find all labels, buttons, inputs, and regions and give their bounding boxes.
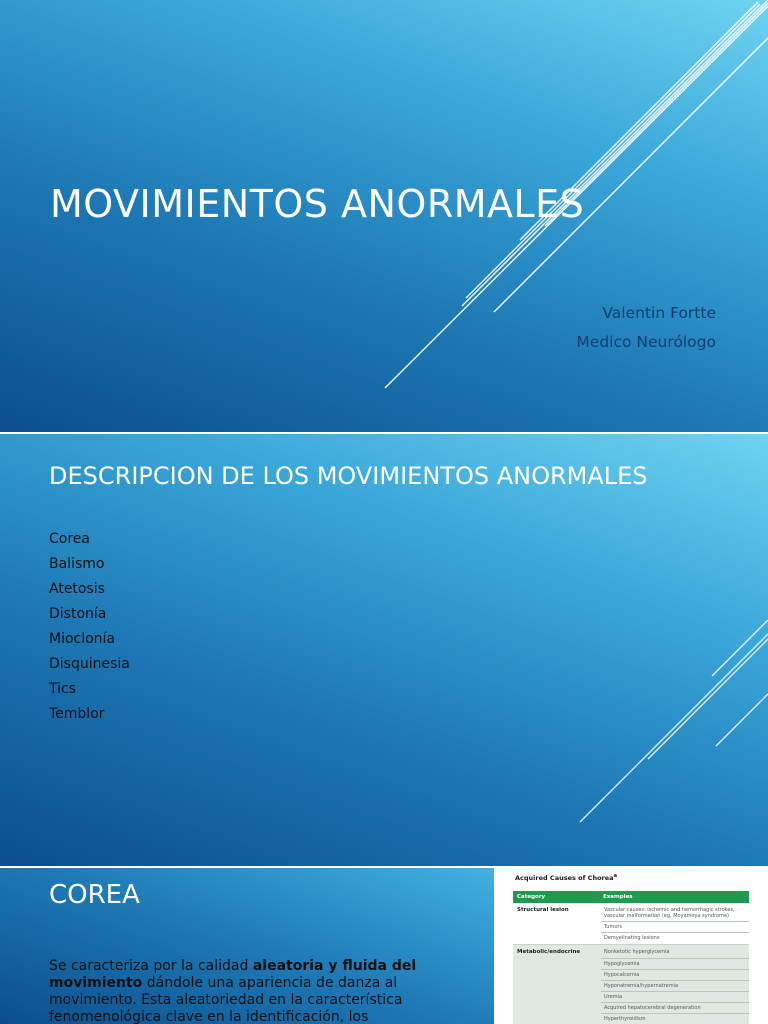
row-example: Hyponatremia/hypernatremia bbox=[604, 983, 679, 989]
row-divider bbox=[601, 1002, 749, 1003]
deco-line bbox=[462, 0, 768, 306]
table-row bbox=[513, 945, 749, 1024]
text-segment: dándole una apariencia de danza al movimiento. Esta aleatoriedad en la característica fenomenológica clave en la identificación, los bbox=[49, 975, 403, 1024]
row-example: Acquired hepatocerebral degeneration bbox=[604, 1005, 701, 1011]
row-divider bbox=[601, 980, 749, 981]
deco-line bbox=[716, 694, 768, 746]
row-divider bbox=[601, 958, 749, 959]
table-caption bbox=[515, 873, 617, 882]
row-divider bbox=[601, 921, 749, 922]
title-slide bbox=[0, 0, 768, 432]
list-item: Distonía bbox=[49, 606, 107, 622]
header-examples: Examples bbox=[603, 894, 633, 900]
row-category: Structural lesion bbox=[517, 907, 569, 913]
table-header bbox=[513, 891, 749, 903]
row-divider bbox=[601, 969, 749, 970]
row-example: Demyelinating lesions bbox=[604, 935, 660, 941]
corea-description bbox=[49, 958, 459, 1024]
row-example: Uremia bbox=[604, 994, 623, 1000]
text-bold-segment: aleatoria y fluida del movimiento bbox=[49, 958, 417, 991]
text-segment: Se caracteriza por la calidad bbox=[49, 958, 253, 974]
row-example: Nonketotic hyperglycemia bbox=[604, 949, 670, 955]
row-example: Hypocalcemia bbox=[604, 972, 640, 978]
row-category: Metabolic/endocrine bbox=[517, 949, 581, 955]
section-title: DESCRIPCION DE LOS MOVIMIENTOS ANORMALES bbox=[49, 462, 648, 490]
list-item: Temblor bbox=[49, 706, 105, 722]
caption-text: Acquired Causes of Chorea bbox=[515, 874, 614, 883]
deco-line bbox=[580, 634, 768, 822]
author-role: Medico Neurólogo bbox=[576, 333, 716, 351]
header-category: Category bbox=[517, 894, 546, 900]
list-item: Balismo bbox=[49, 556, 105, 572]
deco-line bbox=[466, 4, 760, 298]
chorea-causes-table bbox=[494, 866, 768, 1024]
row-divider bbox=[601, 991, 749, 992]
deco-line bbox=[648, 639, 768, 759]
author-name: Valentin Fortte bbox=[602, 304, 716, 322]
list-item: Corea bbox=[49, 531, 90, 547]
row-example: Vascular causes: ischemic and hemorrhagic strokes, vascular malformation (eg, Moyamoya syndrome) bbox=[604, 907, 735, 919]
deco-line bbox=[712, 620, 768, 676]
list-item: Atetosis bbox=[49, 581, 105, 597]
list-item: Mioclonía bbox=[49, 631, 116, 647]
page-title: MOVIMIENTOS ANORMALES bbox=[50, 182, 585, 226]
caption-mark: a bbox=[613, 873, 618, 879]
list-item: Disquinesia bbox=[49, 656, 130, 672]
table-row bbox=[513, 903, 749, 945]
corea-title: COREA bbox=[49, 880, 140, 910]
row-example: Tumors bbox=[604, 924, 623, 930]
row-divider bbox=[601, 1013, 749, 1014]
row-example: Hyperthyroidism bbox=[604, 1016, 646, 1022]
row-divider bbox=[601, 932, 749, 933]
deco-line bbox=[494, 38, 768, 312]
movement-list bbox=[49, 529, 130, 729]
list-item: Tics bbox=[49, 681, 77, 697]
row-example: Hypoglycemia bbox=[604, 961, 640, 967]
